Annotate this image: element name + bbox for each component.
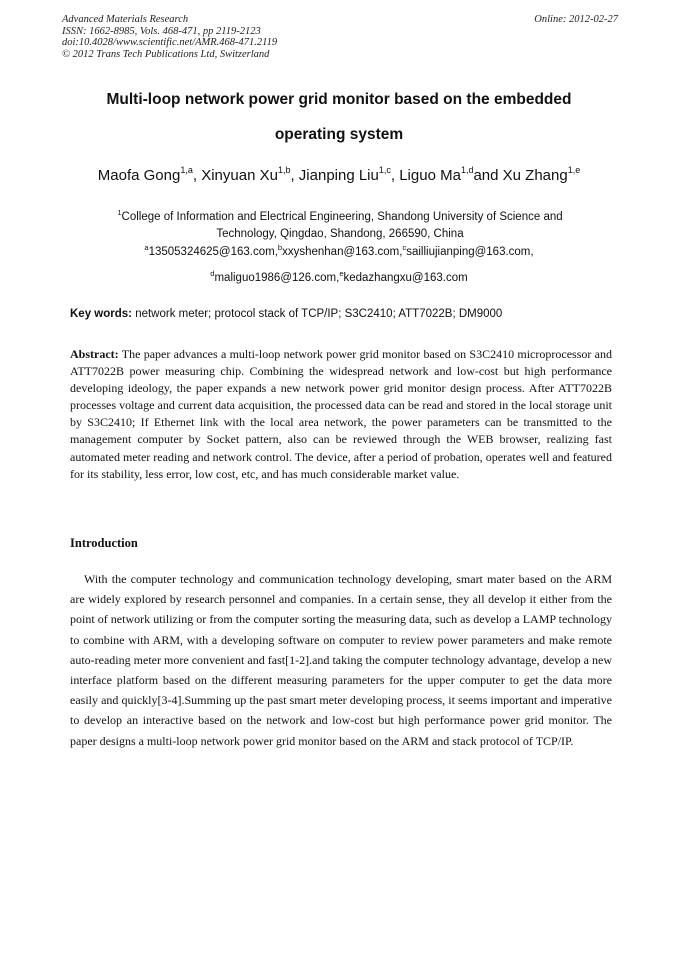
- online-date: Online: 2012-02-27: [534, 14, 618, 25]
- abstract: [70, 346, 612, 483]
- email-b[interactable]: xxyshenhan@163.com,: [282, 245, 403, 258]
- paper-title-line1: Multi-loop network power grid monitor based on the embedded: [106, 91, 572, 108]
- author-separator: ,: [390, 167, 400, 184]
- introduction-paragraph: With the computer technology and communication technology developing, smart mater based on the ARM are widely explored by research personnel and companies. In a certain sense, they all develop it either from the point of network utilizing or from the computer sorting the measuring data, such as develop a LAMP technology to combine with ARM, with a developing software on computer to review power parameters and make remote auto-reading meter more convenient and fast[1-2].and taking the computer technology advantage, develop a new interface platform based on the different measuring parameters for the upper computer to get the data more easily and quickly[3-4].Summing up the past smart meter developing process, it seems important and imperative to develop an interactive based on the network and low-cost but high performance power grid monitor. The paper designs a multi-loop network power grid monitor based on the ARM and stack protocol of TCP/IP.: [70, 572, 612, 748]
- keywords-text: network meter; protocol stack of TCP/IP; S3C2410; ATT7022B; DM9000: [132, 308, 503, 320]
- affiliation: [95, 204, 585, 243]
- keywords-label: Key words:: [70, 308, 132, 320]
- author-affil-mark: 1,d: [460, 165, 474, 175]
- email-a[interactable]: 13505324625@163.com,: [148, 245, 278, 258]
- email-mark-d: d: [210, 269, 215, 278]
- affiliation-mark: 1: [117, 208, 122, 217]
- author-separator: ,: [290, 167, 299, 184]
- abstract-text: The paper advances a multi-loop network power grid monitor based on S3C2410 microprocessor and ATT7022B power measuring chip. Combining the widespread network and low-cost but high performance developing ideology, the paper expands a new network power grid monitor design process. After ATT7022B processes voltage and current data acquisition, the processed data can be read and stored in the local storage unit by S3C2410; If Ethernet link with the local area network, the power parameters can be transmitted to the management computer by Socket pattern, also can be reviewed through the WEB browser, realizing fast automated meter reading and network control. The device, after a period of probation, operates well and featured for its stability, less error, low cost, etc, and has much considerable market value.: [70, 347, 612, 481]
- email-mark-b: b: [277, 243, 283, 252]
- email-c[interactable]: sailliujianping@163.com,: [406, 245, 534, 258]
- section-heading-introduction: Introduction: [70, 536, 138, 550]
- journal-copyright: © 2012 Trans Tech Publications Ltd, Switzerland: [62, 48, 270, 60]
- author-name: Liguo Ma: [399, 167, 461, 184]
- paper-title-line2: operating system: [274, 126, 404, 143]
- author-name: Jianping Liu: [298, 167, 379, 184]
- email-line-2: [70, 269, 608, 284]
- email-d[interactable]: maliguo1986@126.com,: [214, 271, 340, 284]
- journal-issn: ISSN: 1662-8985, Vols. 468-471, pp 2119-2123: [62, 25, 261, 37]
- email-mark-a: a: [144, 243, 149, 252]
- author-affil-mark: 1,c: [378, 165, 391, 175]
- author-separator: ,: [192, 167, 202, 184]
- keywords: [70, 308, 610, 320]
- email-mark-e: e: [339, 269, 344, 278]
- email-mark-c: c: [402, 243, 407, 252]
- abstract-label: Abstract:: [70, 347, 119, 361]
- journal-header: [62, 14, 618, 60]
- author-affil-mark: 1,a: [180, 165, 193, 175]
- journal-name: Advanced Materials Research: [62, 14, 189, 25]
- author-name: Maofa Gong: [97, 167, 181, 184]
- email-line-1: [70, 243, 608, 258]
- author-name: Xinyuan Xu: [201, 167, 278, 184]
- author-affil-mark: 1,b: [277, 165, 291, 175]
- author-list: [62, 166, 616, 184]
- author-name: and Xu Zhang: [473, 167, 568, 184]
- email-e[interactable]: kedazhangxu@163.com: [343, 271, 468, 284]
- journal-doi: doi:10.4028/www.scientific.net/AMR.468-471.2119: [62, 37, 278, 48]
- affiliation-text: College of Information and Electrical Engineering, Shandong University of Science and Technology, Qingdao, Shandong, 266590, China: [121, 210, 563, 240]
- author-affil-mark: 1,e: [567, 165, 581, 175]
